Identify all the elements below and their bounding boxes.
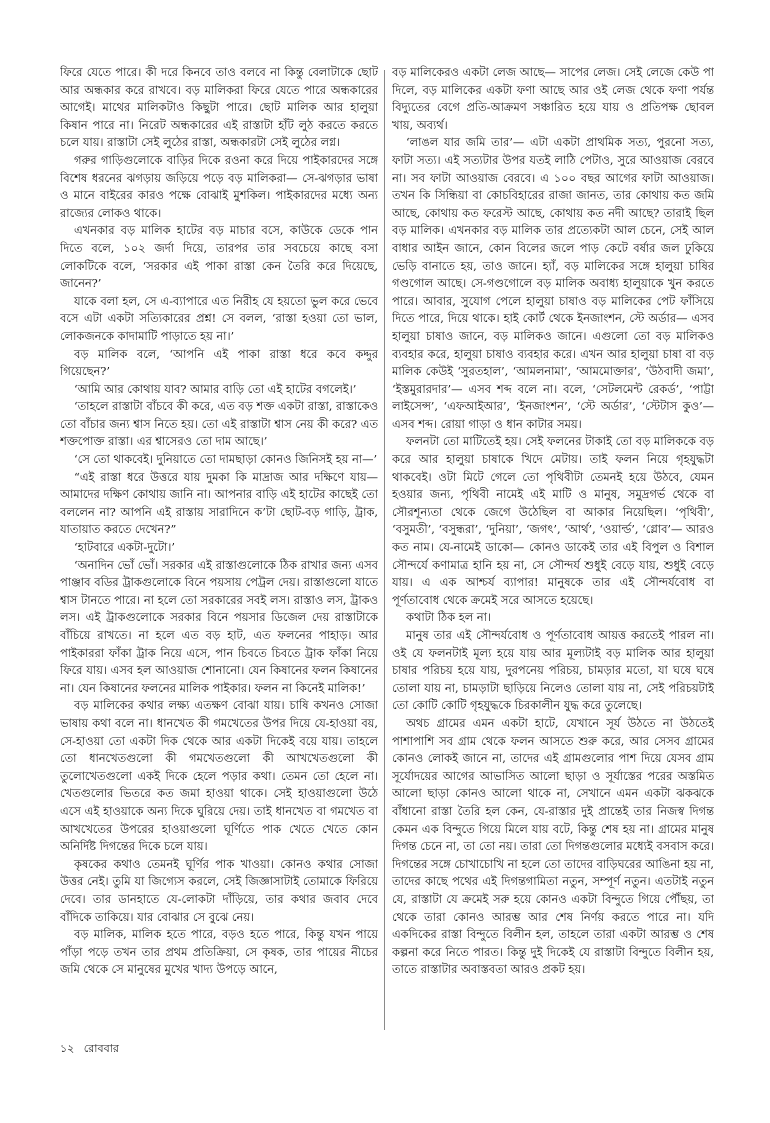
page-number: ১২ bbox=[60, 1042, 75, 1055]
paragraph: ‘হাটবারে একটা-দুটো।’ bbox=[74, 540, 175, 555]
paragraph: মানুষ তার এই সৌন্দর্যবোধ ও পূর্ণতাবোধ আয়ত্ত করতেই পারল না। ওই যে ফলনটাই মূল্য হয়ে যায় আর মূল্যটাই বড় মালিক আর হালুয়া চাষার পরিচয় হয়ে যায়, দুরপনেয় পরিচয়, চামড়ার মতো, যা ঘষে ঘষে তোলা যায় না, চামড়াটা ছাড়িয়ে নিলেও তোলা যায় না, সেই পরিচয়টাই তো কোটি কোটি গৃহযুদ্ধকে চিরকালীন যুদ্ধ করে তুলেছে। bbox=[392, 628, 714, 713]
paragraph: বড় মালিকের কথার লক্ষ্য এতক্ষণ বোঝা যায়। চাষি কখনও সোজা ভাষায় কথা বলে না। ধানখেত কী গমখেতের উপর দিয়ে যে-হাওয়া বয়, সে-হাওয়া তো একটা দিক থেকে আর একটা দিকেই বয়ে যায়। তাহলে তো ধানখেতগুলো কী গমখেতগুলো কী আখখেতগুলো কী তুলোখেতগুলো একই দিকে হেলে পড়ার কথা। তেমন তো হেলে না। খেতগুলোর ভিতরে কত জমা হাওয়া থাকে। সেই হাওয়াগুলো উঠে এসে এই হাওয়াকে অন্য দিকে ঘুরিয়ে দেয়। তাই ধানখেত বা গমখেত বা আখখেতের উপরের হাওয়াগুলো ঘূর্ণিতে পাক খেতে খেতে কোন অনির্দিষ্ট দিগন্তের দিকে চলে যায়। bbox=[60, 698, 378, 854]
paragraph: ‘লাঙল যার জমি তার’— এটা একটা প্রাথমিক সত্য, পুরনো সত্য, ফাটা সত্য। এই সত্যটার উপর যতই লাঠি পেটাও, সুরে আওয়াজ বেরবে না। সব ফাটা আওয়াজ বেরবে। এ ১০০ বছর আগের ফাটা আওয়াজ। তখন কি সিন্ধিয়া বা কোচবিহারের রাজা জানত, তার কোথায় কত জমি আছে, কোথায় কত ফরেস্ট আছে, কোথায় কত নদী আছে? তারাই ছিল বড় মালিক। এখনকার বড় মালিক তার প্রত্যেকটা আল চেনে, সেই আল বাধার আইন জানে, কোন বিলের জলে পাড় কেটে বর্ষার জল ঢুকিয়ে ভেড়ি বানাতে হয়, তাও জানে। হ্যাঁ, বড় মালিকের সঙ্গে হালুয়া চাষির গণ্ডগোল আছে। সে-গণ্ডগোলে বড় মালিক অবাধ্য হালুয়াকে খুন করতে পারে। আবার, সুযোগ পেলে হালুয়া চাষাও বড় মালিকের পেট ফাঁসিয়ে দিতে পারে, দিয়ে থাকে। হাই কোর্ট থেকে ইনজাংশন, স্টে অর্ডার— এসব হালুয়া চাষাও জানে, বড় মালিকও জানে। এগুলো তো বড় মালিকও ব্যবহার করে, হালুয়া চাষাও ব্যবহার করে। এখন আর হালুয়া চাষা বা বড় মালিক কেউই ‘সুরতহাল’, ‘আমলনামা’, ‘আমমোক্তার’, ‘উঠবাদী জমা’, ‘ইস্তমুরারদার’— এসব শব্দ বলে না। বলে, ‘সেটলমেন্ট রেকর্ড’, ‘পাট্টা লাইসেন্স’, ‘এফআইআর’, ‘ইনজাংশন’, ‘স্টে অর্ডার’, ‘স্টেটাস কুও’— এসব শব্দ। রোয়া গাড়া ও ধান কাটার সময়। bbox=[392, 135, 714, 431]
paragraph: যাকে বলা হল, সে এ-ব্যাপারে এত নিরীহ যে হয়তো ভুল করে ভেবে বসে এটা একটা সত্যিকারের প্রশ্ন! সে বলল, ‘রাস্তা হওয়া তো ভাল, লোকজনকে কাদামাটি পাড়াতে হয় না।’ bbox=[60, 293, 378, 343]
paragraph: কৃষকের কথাও তেমনই ঘূর্ণির পাক খাওয়া। কোনও কথার সোজা উত্তর নেই। তুমি যা জিগ্যেস করলে, সেই জিজ্ঞাসাটাই তোমাকে ফিরিয়ে দেবে। তার ডানহাতে যে-লোকটা দাঁড়িয়ে, তার কথার জবাব দেবে বাঁদিকে তাকিয়ে। যার বোঝার সে বুঝে নেয়। bbox=[60, 856, 378, 924]
paragraph: ফলনটা তো মাটিতেই হয়। সেই ফলনের টাকাই তো বড় মালিককে বড় করে আর হালুয়া চাষাকে খিদে মেটায়। তাই ফলন নিয়ে গৃহযুদ্ধটা থাকবেই। ওটা মিটে গেলে তো পৃথিবীটা তেমনই হয়ে উঠবে, যেমন হওয়ার জন্য, পৃথিবী নামেই এই মাটি ও মানুষ, সমুদ্রগর্ভ থেকে বা সৌরশূন্যতা থেকে জেগে উঠেছিল বা আকার নিয়েছিল। ‘পৃথিবী’, ‘বসুমতী’, ‘বসুন্ধরা’, ‘দুনিয়া’, ‘জগৎ’, ‘আর্থ’, ‘ওয়ার্ল্ড’, ‘গ্লোব’— আরও কত নাম। যে-নামেই ডাকো— কোনও ডাকেই তার এই বিপুল ও বিশাল সৌন্দর্যে কণামাত্র হানি হয় না, সে সৌন্দর্য শুধুই বেড়ে যায়, শুধুই বেড়ে যায়। এ এক আশ্চর্য ব্যাপার! মানুষকে তার এই সৌন্দর্যবোধ বা পূর্ণতাবোধ থেকে ক্রমেই সরে আসতে হয়েছে। bbox=[392, 434, 714, 607]
column-divider bbox=[384, 70, 385, 1030]
paragraph: ‘সে তো থাকবেই। দুনিয়াতে তো দামছাড়া কোনও জিনিসই হয় না—’ bbox=[74, 452, 378, 467]
paragraph: ফিরে যেতে পারে। কী দরে কিনবে তাও বলবে না কিন্তু বেলাটাকে ছোট আর অন্ধকার করে রাখবে। বড় মালিকরা ফিরে যেতে পারে অন্ধকারের আগেই। মাথের মালিকটাও কিছুটা পারে। ছোট মালিক আর হালুয়া কিষান পারে না। নিরেট অন্ধকারের এই রাস্তাটা হাঁট লুঠ করতে করতে চলে যায়। রাস্তাটা সেই লুঠের রাস্তা, অন্ধকারটা সেই লুঠের লগ্ন। bbox=[60, 65, 378, 150]
paragraph: অথচ গ্রামের এমন একটা হাটে, যেখানে সূর্য উঠতে না উঠতেই পাশাপাশি সব গ্রাম থেকে ফলন আসতে শুরু করে, আর সেসব গ্রামের কোনও লোকই জানে না, তাদের এই গ্রামগুলোর পাশ দিয়ে যেসব গ্রাম সূর্যোদয়ের আগের আভাসিত আলো ছাড়া ও সূর্যাস্তের পরের অস্তমিত আলো ছাড়া কোনও আলো থাকে না, সেখানে এমন একটা ঝকঝকে বাঁধানো রাস্তা তৈরি হল কেন, যে-রাস্তার দুই প্রান্তেই তার নিজস্ব দিগন্ত কেমন এক বিন্দুতে গিয়ে মিলে যায় বটে, কিন্তু শেষ হয় না। গ্রামের মানুষ দিগন্ত চেনে না, তা তো নয়। তারা তো দিগন্তগুলোর মধ্যেই বসবাস করে। দিগন্তের সঙ্গে চোখাচোখি না হলে তো তাদের বাড়িঘরের আঙিনা হয় না, তাদের কাছে পথের এই দিগন্তগামিতা নতুন, সম্পূর্ণ নতুন। এতটাই নতুন যে, রাস্তাটা যে ক্রমেই সরু হয়ে কোনও একটা বিন্দুতে গিয়ে পৌঁছয়, তা থেকে তারা কোনও আরম্ভ আর শেষ নির্ণয় করতে পারে না। যদি একদিকের রাস্তা বিন্দুতে বিলীন হল, তাহলে তারা একটা আরম্ভ ও শেষ কল্পনা করে নিতে পারত। কিন্তু দুই দিকেই যে রাস্তাটা বিন্দুতে বিলীন হয়, তাতে রাস্তাটার অবাস্তবতা আরও প্রকট হয়। bbox=[392, 715, 714, 977]
magazine-name: রোববার bbox=[83, 1042, 119, 1055]
paragraph: ‘তাহলে রাস্তাটা বাঁচবে কী করে, এত বড় শক্ত একটা রাস্তা, রাস্তাকেও তো বাঁচার জন্য শ্বাস নিতে হয়। তো এই রাস্তাটা শ্বাস নেয় কী করে? এত শক্তপোক্ত রাস্তা। এর শ্বাসেরও তো দাম আছে।’ bbox=[60, 399, 378, 449]
page-footer bbox=[60, 1040, 125, 1059]
left-column bbox=[60, 64, 378, 1043]
paragraph: বড় মালিক, মালিক হতে পারে, বড়ও হতে পারে, কিন্তু যখন পায়ে পাঁড়া পড়ে তখন তার প্রথম প্রতিক্রিয়া, সে কৃষক, তার পায়ের নীচের জমি থেকে সে মানুষের মুখের খাদ্য উপড়ে আনে, bbox=[60, 927, 378, 977]
paragraph: বড় মালিক বলে, ‘আপনি এই পাকা রাস্তা ধরে কবে কদ্দুর গিয়েছেন?’ bbox=[60, 346, 378, 379]
paragraph: কথাটা ঠিক হল না। bbox=[406, 610, 491, 625]
paragraph: গরুর গাড়িগুলোকে বাড়ির দিকে রওনা করে দিয়ে পাইকারদের সঙ্গে বিশেষ ধরনের ঝগড়ায় জড়িয়ে পড়ে বড় মালিকরা— সে-ঝগড়ার ভাষা ও মানে বাইরের কারও পক্ষে বোঝাই মুশকিল। পাইকারদের মধ্যে অন্য রাজ্যের লোকও থাকে। bbox=[60, 152, 378, 220]
paragraph: “এই রাস্তা ধরে উত্তরে যায় দুমকা কি মাদ্রাজ আর দক্ষিণে যায়— আমাদের দক্ষিণ কোথায় জানি না। আপনার বাড়ি এই হাটের কাছেই তো বললেন না? আপনি এই রাস্তায় সারাদিনে ক’টা ছোট-বড় গাড়ি, ট্রাক, যাতায়াত করতে দেখেন?” bbox=[60, 469, 378, 537]
right-column bbox=[392, 64, 714, 1043]
paragraph: ‘অনাদিন ভোঁ ভোঁ। সরকার এই রাস্তাগুলোকে ঠিক রাখার জন্য এসব পাঞ্জাব বডির ট্রাকগুলোকে বিনে পয়সায় পেট্রল দেয়। রাস্তাগুলো যাতে শ্বাস টানতে পারে। না হলে তো সরকারের সবই লস। রাস্তাও লস, ট্রাকও লস। এই ট্রাকগুলোকে সরকার বিনে পয়সার ডিজেল দেয় রাস্তাটাকে বাঁচিয়ে রাখতে। না হলে এত বড় হাট, এত ফলনের পাহাড়। আর পাইকাররা ফাঁকা ট্রাক নিয়ে এসে, পান চিবতে চিবতে ট্রাক ফাঁকা নিয়ে ফিরে যায়। এসব হল আওয়াজ শোনানো। যেন কিষানের ফলন কিষানের না। যেন কিষানের ফলনের মালিক পাইকার। ফলন না কিনেই মালিক!’ bbox=[60, 557, 378, 695]
paragraph: এখনকার বড় মালিক হাটের বড় মাচার বসে, কাউকে ডেকে পান দিতে বলে, ১০২ জর্দা দিয়ে, তারপর তার সবচেয়ে কাছে বসা লোকটিকে বলে, ‘সরকার এই পাকা রাস্তা কেন তৈরি করে দিয়েছে, জানেন?’ bbox=[60, 223, 378, 291]
paragraph: ‘আমি আর কোথায় যাব? আমার বাড়ি তো এই হাটের বগলেই।’ bbox=[74, 381, 357, 396]
paragraph: বড় মালিকেরও একটা লেজ আছে— সাপের লেজ। সেই লেজে কেউ পা দিলে, বড় মালিকের একটা ফণা আছে আর ওই লেজ থেকে ফণা পর্যন্ত বিদ্যুতের বেগে প্রতি-আক্রমণ সঞ্চারিত হয়ে যায় ও প্রতিপক্ষ ছোবল খায়, অব্যর্থ। bbox=[392, 65, 714, 132]
